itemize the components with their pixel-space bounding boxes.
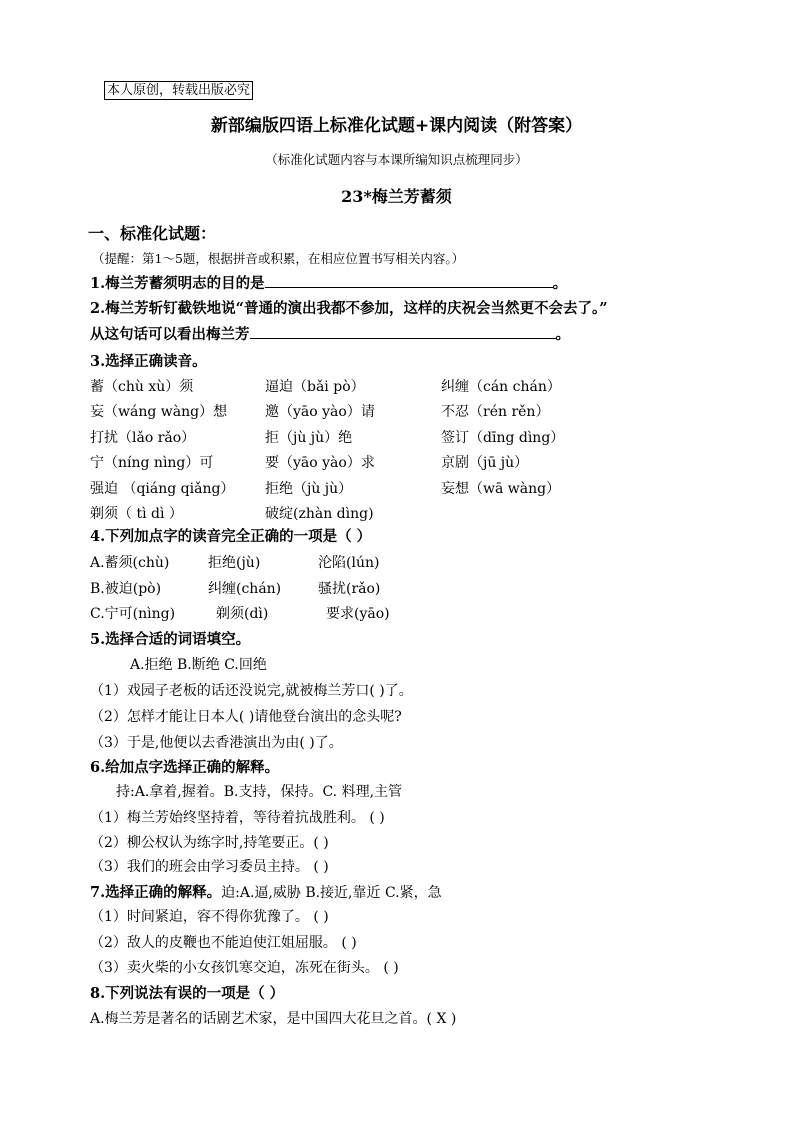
question-7-item-1: （1）时间紧迫，容不得你犹豫了。 ( ) — [90, 909, 329, 925]
question-2-line-1: 2.梅兰芳斩钉截铁地说“普通的演出我都不参加，这样的庆祝会当然更不会去了。” — [90, 300, 608, 317]
option-item: 剃须(dì) — [216, 606, 269, 622]
question-7-item-2: （2）敌人的皮鞭也不能迫使江姐屈服。 ( ) — [90, 935, 357, 951]
question-2-text: 从这句话可以看出梅兰芳 — [90, 326, 250, 343]
question-5-item-2: （2）怎样才能让日本人( )请他登台演出的念头呢? — [90, 709, 402, 725]
question-6-item-3: （3）我们的班会由学习委员主持。 ( ) — [90, 859, 329, 875]
question-5-item-3: （3）于是,他便以去香港演出为由( )了。 — [90, 735, 343, 751]
question-1-text: 1.梅兰芳蓄须明志的目的是 — [90, 275, 265, 292]
lesson-title: 23*梅兰芳蓄须 — [341, 187, 452, 206]
question-7-choices: 迫:A.逼,威胁 B.接近,靠近 C.紧，急 — [221, 885, 442, 901]
pinyin-item: 京剧（jū jù） — [441, 455, 529, 471]
answer-blank[interactable] — [250, 324, 556, 339]
option-item: 骚扰(rǎo) — [318, 581, 381, 597]
question-3-title: 3.选择正确读音。 — [90, 353, 207, 370]
page-title: 新部编版四语上标准化试题+课内阅读（附答案） — [210, 116, 583, 136]
question-7-title: 7.选择正确的解释。 — [90, 884, 222, 901]
question-6-title: 6.给加点字选择正确的解释。 — [90, 759, 280, 776]
option-item: 拒绝(jù) — [208, 555, 261, 571]
pinyin-item: 妄（wáng wàng）想 — [90, 404, 228, 420]
question-4-title: 4.下列加点字的读音完全正确的一项是（ ） — [90, 528, 372, 545]
option-item: C.宁可(nìng) — [90, 606, 176, 622]
question-6-item-1: （1）梅兰芳始终坚持着，等待着抗战胜利。 ( ) — [90, 810, 385, 826]
pinyin-item: 剃须（ tì dì ） — [90, 506, 183, 522]
instruction-note: （提醒：第1～5题，根据拼音或积累，在相应位置书写相关内容。） — [92, 251, 465, 266]
page-subtitle: （标准化试题内容与本课所编知识点梳理同步） — [265, 152, 528, 167]
answer-blank[interactable] — [265, 273, 553, 288]
pinyin-item: 拒（jù jù）绝 — [265, 430, 353, 446]
section-heading: 一、标准化试题： — [88, 224, 217, 243]
pinyin-item: 纠缠（cán chán） — [441, 379, 561, 395]
pinyin-item: 宁（níng nìng）可 — [90, 455, 214, 471]
question-5-title: 5.选择合适的词语填空。 — [90, 631, 251, 648]
question-2-line-2 — [90, 323, 570, 344]
option-item: A.蓄须(chù) — [90, 555, 170, 571]
option-item: B.被迫(pò) — [90, 581, 162, 597]
pinyin-item: 妄想（wā wàng） — [441, 481, 561, 497]
copyright-stamp: 本人原创，转载出版必究 — [104, 81, 253, 100]
question-5-item-1: （1）戏园子老板的话还没说完,就被梅兰芳口( )了。 — [90, 683, 413, 699]
question-8-option-a: A.梅兰芳是著名的话剧艺术家，是中国四大花旦之首。( X ) — [90, 1011, 457, 1027]
option-item: 沦陷(lún) — [318, 555, 380, 571]
question-6-choices: 持:A.拿着,握着。B.支持，保持。C. 料理,主管 — [116, 784, 403, 800]
question-8-title: 8.下列说法有误的一项是（ ） — [90, 985, 285, 1002]
question-7-header — [90, 881, 442, 902]
question-1-end: 。 — [552, 275, 568, 292]
pinyin-item: 破绽(zhàn dìng) — [265, 506, 374, 522]
pinyin-item: 签订（dīng dìng） — [441, 430, 565, 446]
option-item: 要求(yāo) — [326, 606, 390, 622]
question-6-item-2: （2）柳公权认为练字时,持笔要正。( ) — [90, 835, 329, 851]
question-2-end: 。 — [555, 326, 570, 343]
pinyin-item: 邀（yāo yào）请 — [265, 404, 375, 420]
pinyin-item: 拒绝（jù jù） — [265, 481, 353, 497]
question-5-choices: A.拒绝 B.断绝 C.回绝 — [130, 657, 267, 673]
question-1 — [90, 272, 567, 293]
pinyin-item: 强迫 （qiáng qiǎng） — [90, 481, 235, 497]
pinyin-item: 蓄（chù xù）须 — [90, 379, 194, 395]
question-7-item-3: （3）卖火柴的小女孩饥寒交迫，冻死在街头。 ( ) — [90, 960, 399, 976]
pinyin-item: 打扰（lǎo rǎo） — [90, 430, 196, 446]
pinyin-item: 不忍（rén rěn） — [441, 404, 550, 420]
option-item: 纠缠(chán) — [208, 581, 282, 597]
pinyin-item: 逼迫（bǎi pò） — [265, 379, 365, 395]
pinyin-item: 要（yāo yào）求 — [265, 455, 375, 471]
